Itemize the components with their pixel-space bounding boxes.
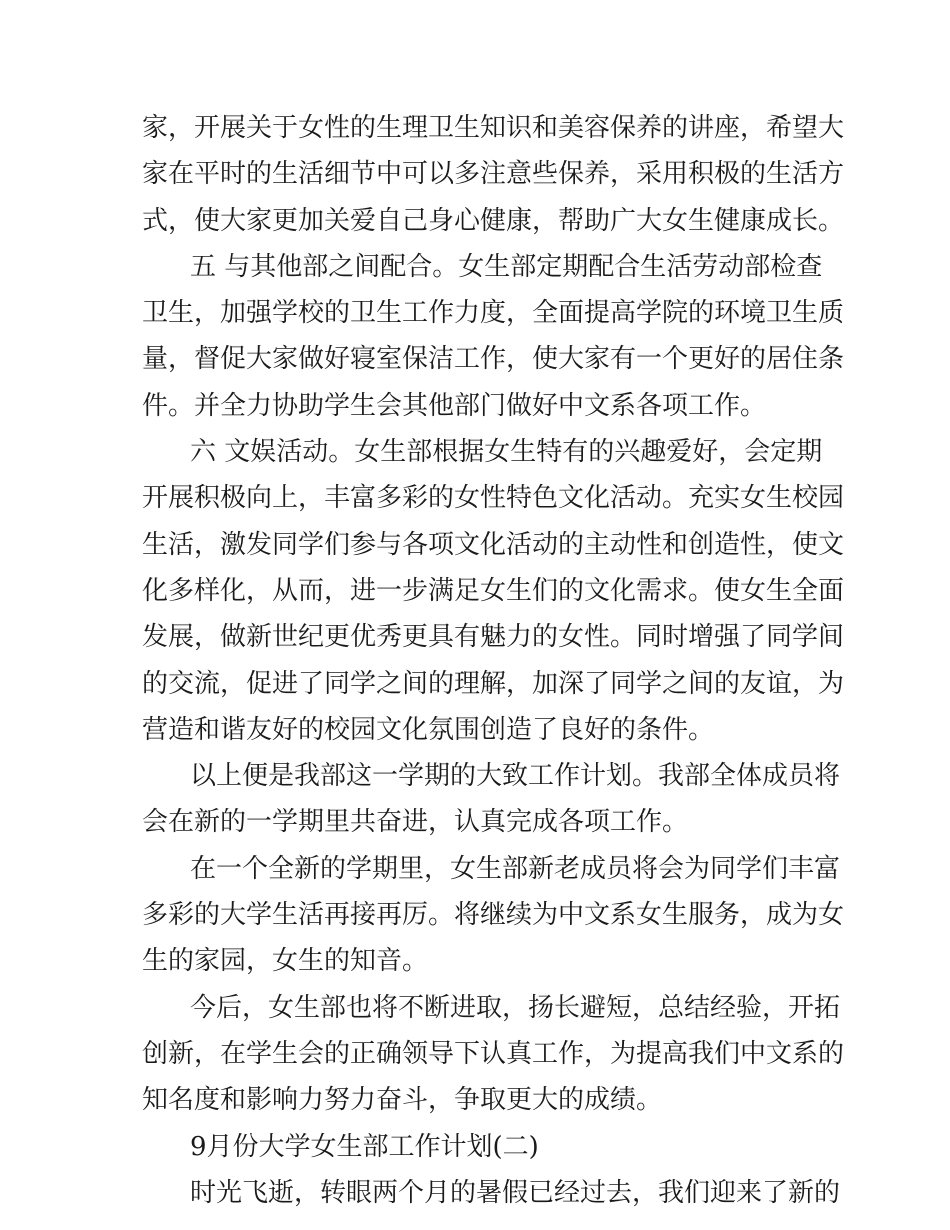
text-line: 开展积极向上，丰富多彩的女性特色文化活动。充实女生校园: [142, 483, 845, 514]
paragraph-end-line: 知名度和影响力努力奋斗，争取更大的成绩。: [142, 1085, 663, 1116]
text-line: 的交流，促进了同学之间的理解，加深了同学之间的友谊，为: [142, 668, 845, 699]
paragraph-end-line: 会在新的一学期里共奋进，认真完成各项工作。: [142, 807, 689, 838]
text-line: 家在平时的生活细节中可以多注意些保养，采用积极的生活方: [142, 159, 845, 190]
text-line: 家，开展关于女性的生理卫生知识和美容保养的讲座，希望大: [142, 113, 845, 143]
paragraph-start-line: 五 与其他部之间配合。女生部定期配合生活劳动部检查: [190, 251, 823, 282]
paragraph-end-line: 件。并全力协助学生会其他部门做好中文系各项工作。: [142, 390, 767, 421]
paragraph-end-line: 营造和谐友好的校园文化氛围创造了良好的条件。: [142, 714, 715, 745]
paragraph-end-line: 生的家园，女生的知音。: [142, 946, 429, 977]
paragraph-start-line: 时光飞逝，转眼两个月的暑假已经过去，我们迎来了新的: [190, 1177, 841, 1208]
paragraph-start-line: 今后，女生部也将不断进取，扬长避短，总结经验，开拓: [190, 992, 841, 1023]
text-line: 量，督促大家做好寝室保洁工作，使大家有一个更好的居住条: [142, 344, 845, 375]
document-body: [142, 105, 845, 1216]
section-heading: 9月份大学女生部工作计划(二): [190, 1131, 539, 1162]
text-line: 创新，在学生会的正确领导下认真工作，为提高我们中文系的: [142, 1038, 845, 1069]
text-line: 生活，激发同学们参与各项文化活动的主动性和创造性，使文: [142, 529, 845, 560]
paragraph-start-line: 在一个全新的学期里，女生部新老成员将会为同学们丰富: [190, 853, 841, 884]
text-line: 式，使大家更加关爱自己身心健康，帮助广大女生健康成长。: [142, 205, 845, 236]
paragraph-start-line: 以上便是我部这一学期的大致工作计划。我部全体成员将: [190, 761, 841, 792]
text-line: 卫生，加强学校的卫生工作力度，全面提高学院的环境卫生质: [142, 298, 845, 329]
text-line: 化多样化，从而，进一步满足女生们的文化需求。使女生全面: [142, 575, 845, 606]
paragraph-start-line: 六 文娱活动。女生部根据女生特有的兴趣爱好，会定期: [190, 437, 823, 468]
text-line: 发展，做新世纪更优秀更具有魅力的女性。同时增强了同学间: [142, 622, 845, 653]
text-line: 多彩的大学生活再接再厉。将继续为中文系女生服务，成为女: [142, 900, 845, 931]
